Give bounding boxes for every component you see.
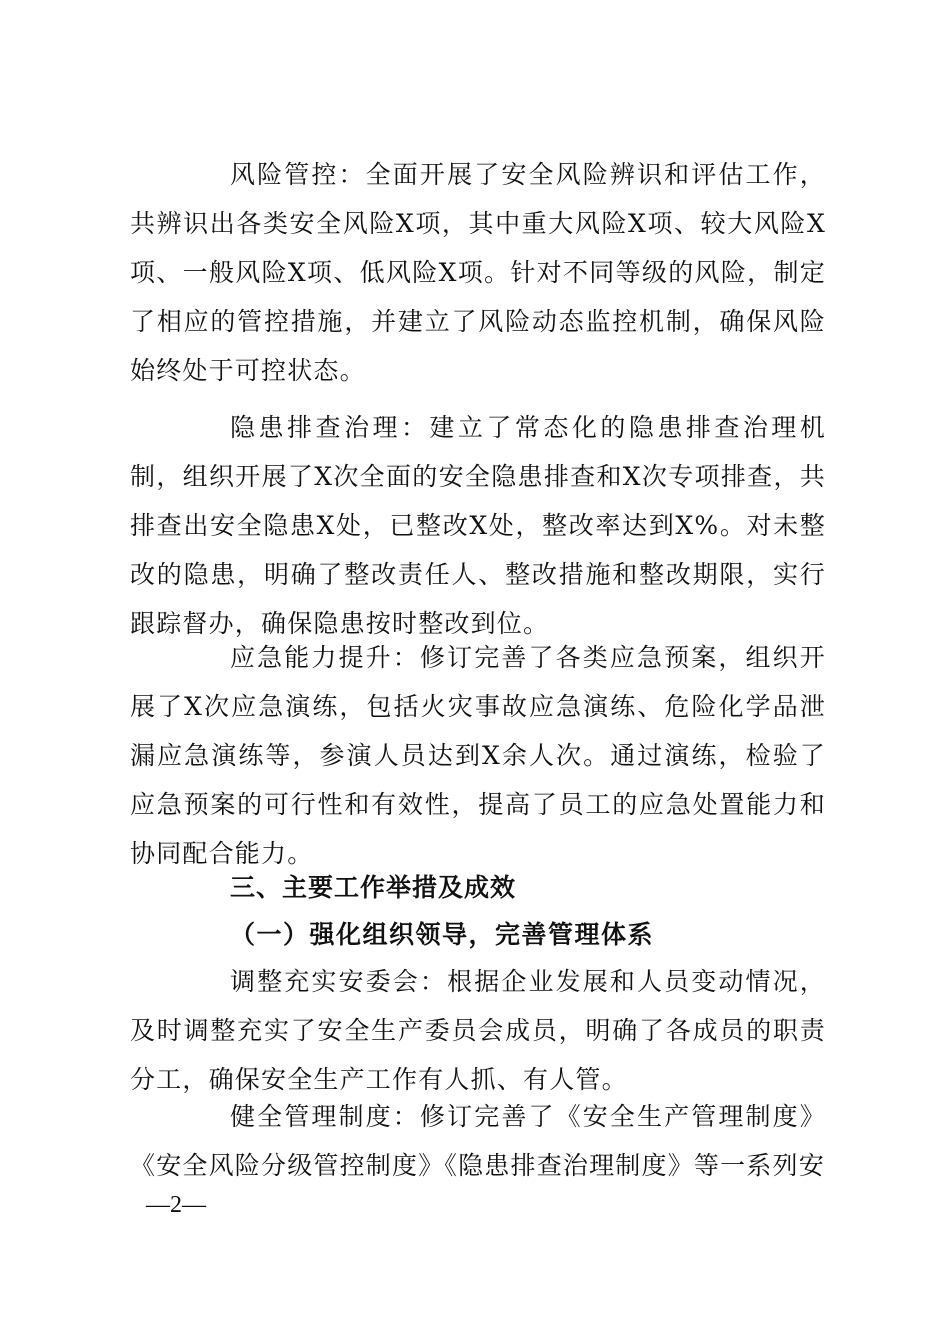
paragraph-safety-committee: 调整充实安委会：根据企业发展和人员变动情况，及时调整充实了安全生产委员会成员，明确了各成员的职责分工，确保安全生产工作有人抓、有人管。 — [130, 967, 826, 1094]
subsection-heading-one: （一）强化组织领导，完善管理体系 — [230, 920, 655, 949]
page-number: —2— — [146, 1192, 206, 1218]
paragraph-emergency-capability: 应急能力提升：修订完善了各类应急预案，组织开展了X次应急演练，包括火灾事故应急演练、危险化学品泄漏应急演练等，参演人员达到X余人次。通过演练，检验了应急预案的可行性和有效性，提高了员工的应急处置能力和协同配合能力。 — [130, 643, 826, 868]
paragraph-management-system: 健全管理制度：修订完善了《安全生产管理制度》《安全风险分级管控制度》《隐患排查治理制度》等一系列安 — [130, 1102, 826, 1180]
section-heading-three: 三、主要工作举措及成效 — [230, 873, 517, 902]
paragraph-risk-control: 风险管控：全面开展了安全风险辨识和评估工作，共辨识出各类安全风险X项，其中重大风险X项、较大风险X项、一般风险X项、低风险X项。针对不同等级的风险，制定了相应的管控措施，并建立了风险动态监控机制，确保风险始终处于可控状态。 — [130, 160, 826, 385]
paragraph-hazard-governance: 隐患排查治理：建立了常态化的隐患排查治理机制，组织开展了X次全面的安全隐患排查和X次专项排查，共排查出安全隐患X处，已整改X处，整改率达到X%。对未整改的隐患，明确了整改责任人、整改措施和整改期限，实行跟踪督办，确保隐患按时整改到位。 — [130, 413, 826, 638]
